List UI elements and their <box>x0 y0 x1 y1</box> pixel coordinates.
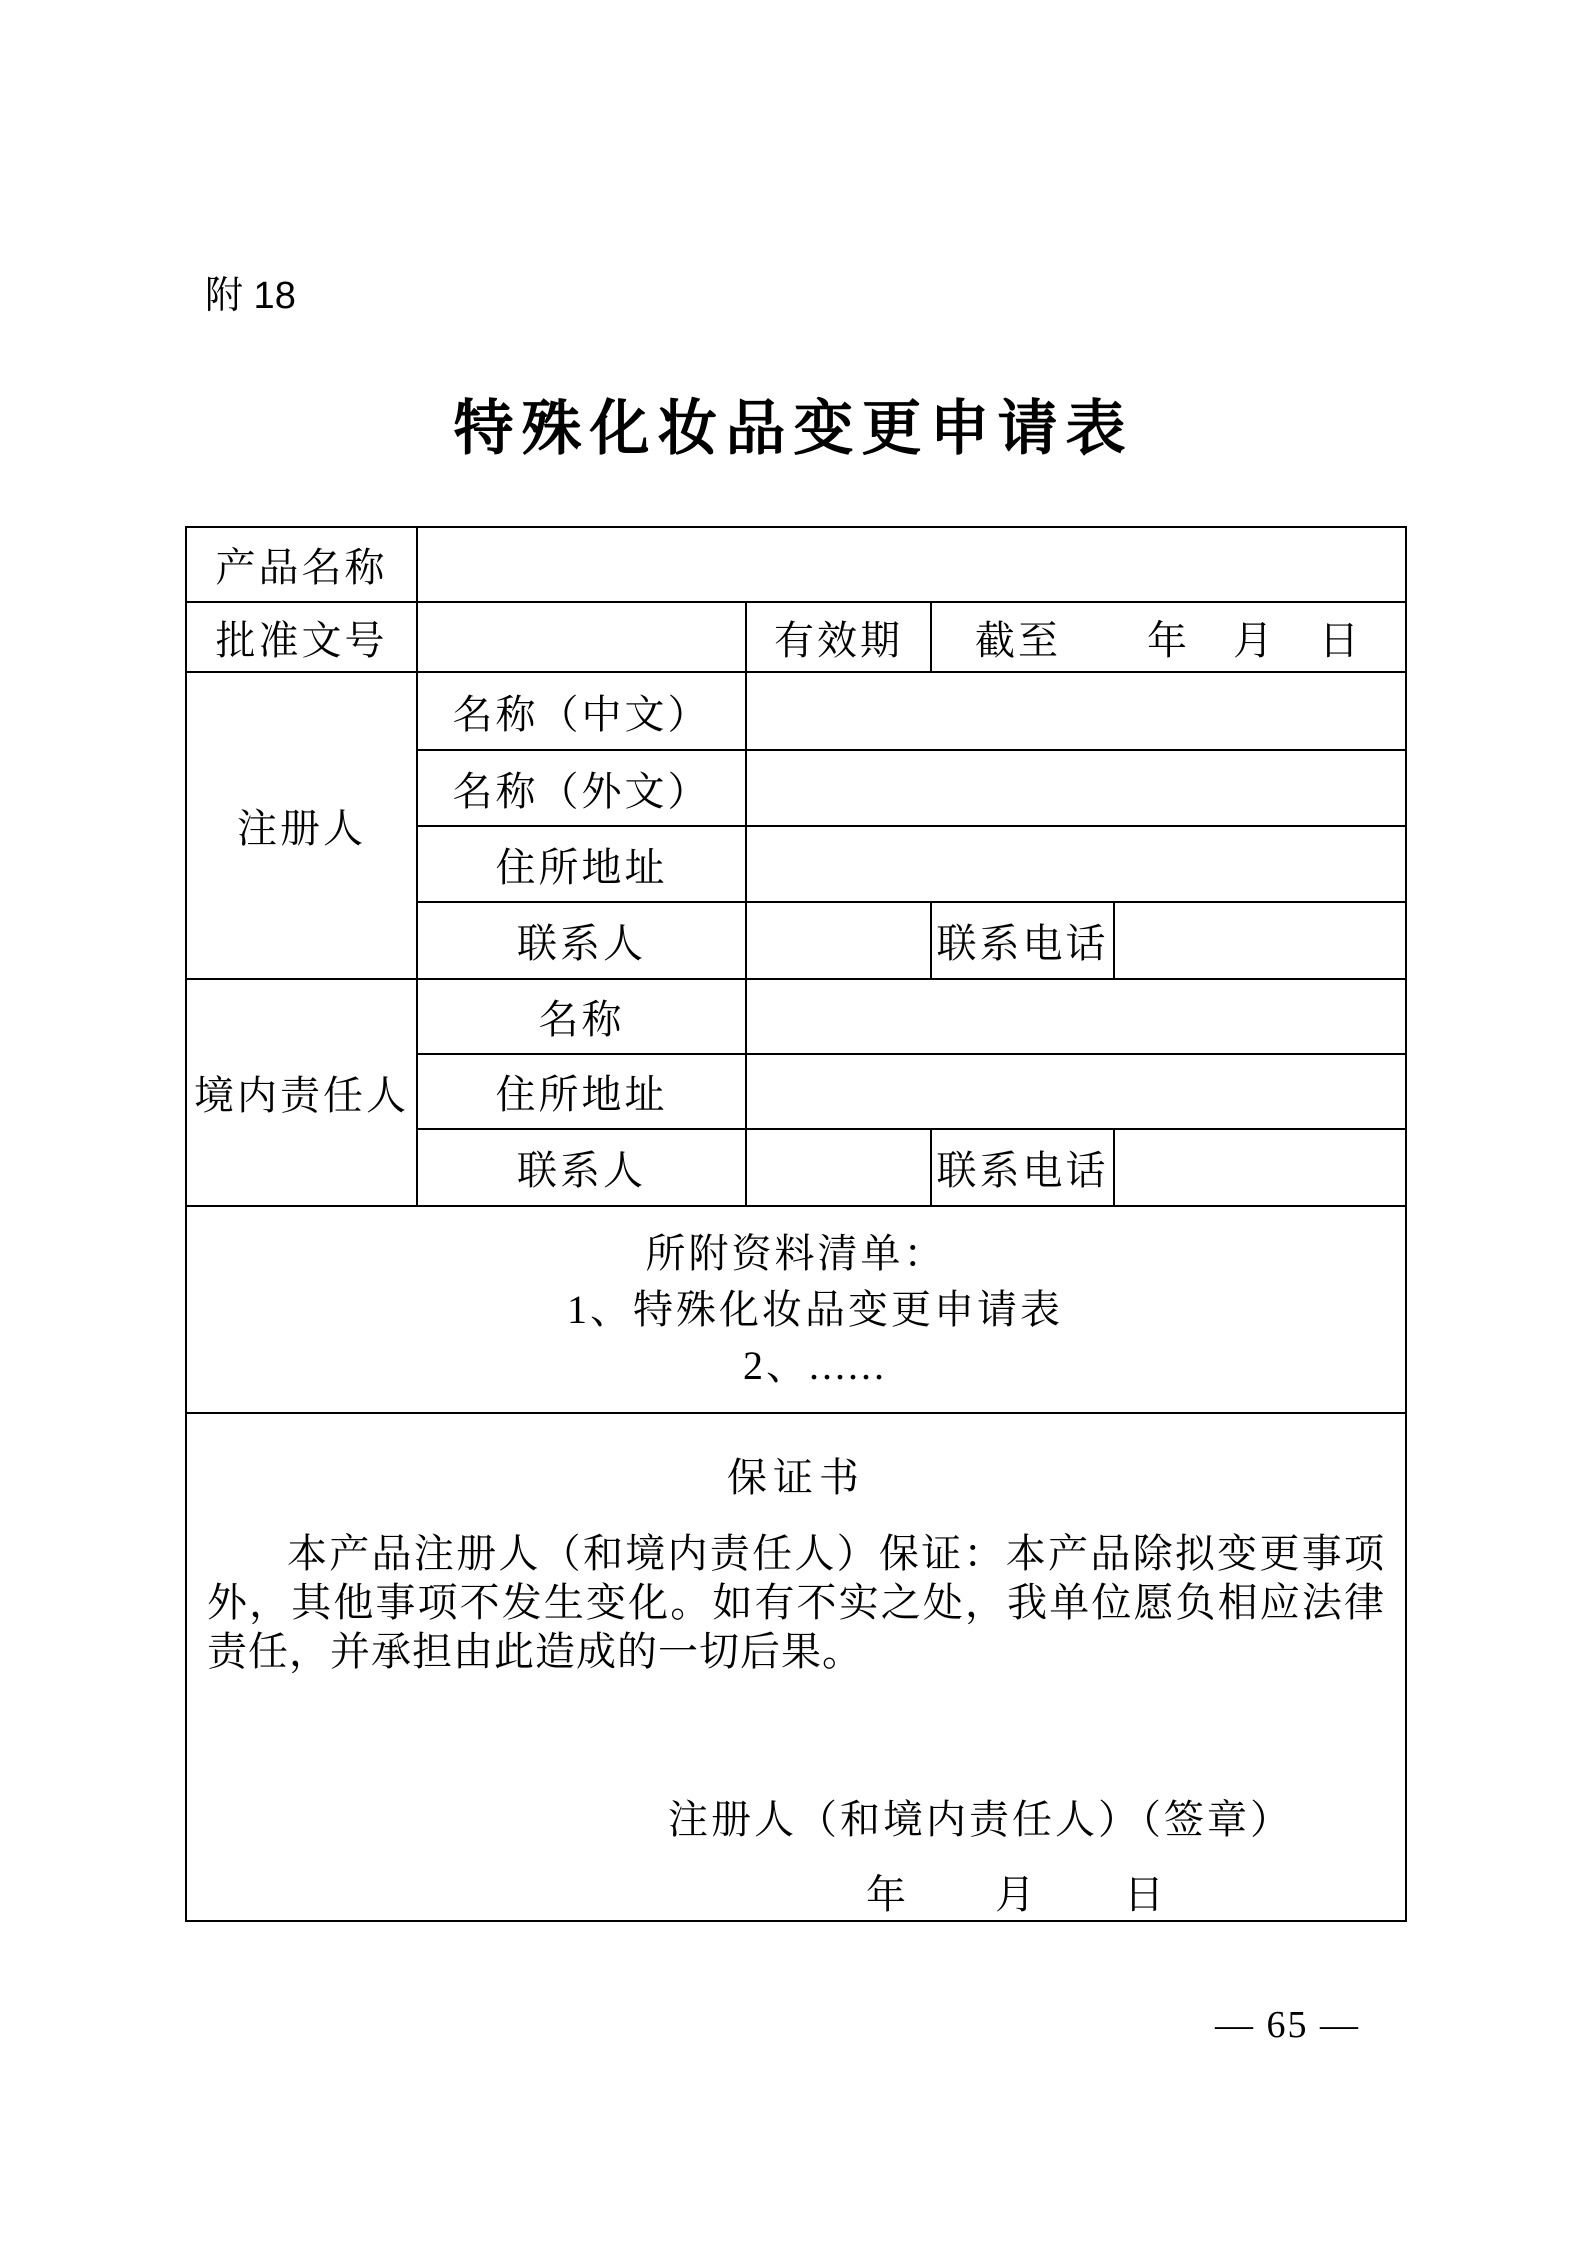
guarantee-signature-label: 注册人（和境内责任人）（签章） <box>668 1797 1293 1842</box>
guarantee-title: 保证书 <box>727 1455 865 1500</box>
registrant-name-cn-label: 名称（中文） <box>417 672 746 750</box>
guarantee-date-line: 年 月 日 <box>866 1872 1167 1917</box>
domestic-contact-label: 联系人 <box>417 1129 746 1206</box>
attached-document-item: 1、特殊化妆品变更申请表 <box>567 1286 1063 1332</box>
product-name-value <box>417 527 1406 602</box>
registrant-contact-value <box>746 902 931 979</box>
registrant-phone-value <box>1114 902 1406 979</box>
domestic-name-label: 名称 <box>417 979 746 1054</box>
page-number: — 65 — <box>1215 2004 1360 2046</box>
page-title: 特殊化妆品变更申请表 <box>453 396 1134 462</box>
domestic-address-value <box>746 1054 1406 1129</box>
registrant-name-foreign-value <box>746 750 1406 826</box>
registrant-label: 注册人 <box>186 672 417 979</box>
approval-number-label: 批准文号 <box>186 602 417 672</box>
domestic-name-value <box>746 979 1406 1054</box>
attached-document-item: 2、...... <box>743 1342 887 1388</box>
domestic-address-label: 住所地址 <box>417 1054 746 1129</box>
product-name-label: 产品名称 <box>186 527 417 602</box>
domestic-contact-value <box>746 1129 931 1206</box>
table-row <box>186 1413 1406 1921</box>
table-row <box>186 1206 1406 1413</box>
registrant-phone-label: 联系电话 <box>931 902 1114 979</box>
registrant-contact-label: 联系人 <box>417 902 746 979</box>
approval-number-value <box>417 602 746 672</box>
domestic-phone-label: 联系电话 <box>931 1129 1114 1206</box>
guarantee-cell <box>186 1413 1406 1921</box>
registrant-address-value <box>746 826 1406 902</box>
application-form-table <box>185 526 1407 1922</box>
guarantee-body: 本产品注册人（和境内责任人）保证：本产品除拟变更事项外，其他事项不发生变化。如有不实之处，我单位愿负相应法律责任，并承担由此造成的一切后果。 <box>207 1531 1385 1674</box>
registrant-name-cn-value <box>746 672 1406 750</box>
table-row <box>186 979 1406 1054</box>
table-row <box>186 527 1406 602</box>
attachment-label: 附 18 <box>205 275 296 317</box>
domestic-phone-value <box>1114 1129 1406 1206</box>
table-row <box>186 672 1406 750</box>
validity-until-value: 截至 年 月 日 <box>931 602 1406 672</box>
attached-documents-header: 所附资料清单： <box>645 1230 947 1276</box>
validity-label: 有效期 <box>746 602 931 672</box>
registrant-address-label: 住所地址 <box>417 826 746 902</box>
table-row <box>186 602 1406 672</box>
registrant-name-foreign-label: 名称（外文） <box>417 750 746 826</box>
domestic-responsible-label: 境内责任人 <box>186 979 417 1206</box>
attached-documents-cell <box>186 1206 1406 1413</box>
